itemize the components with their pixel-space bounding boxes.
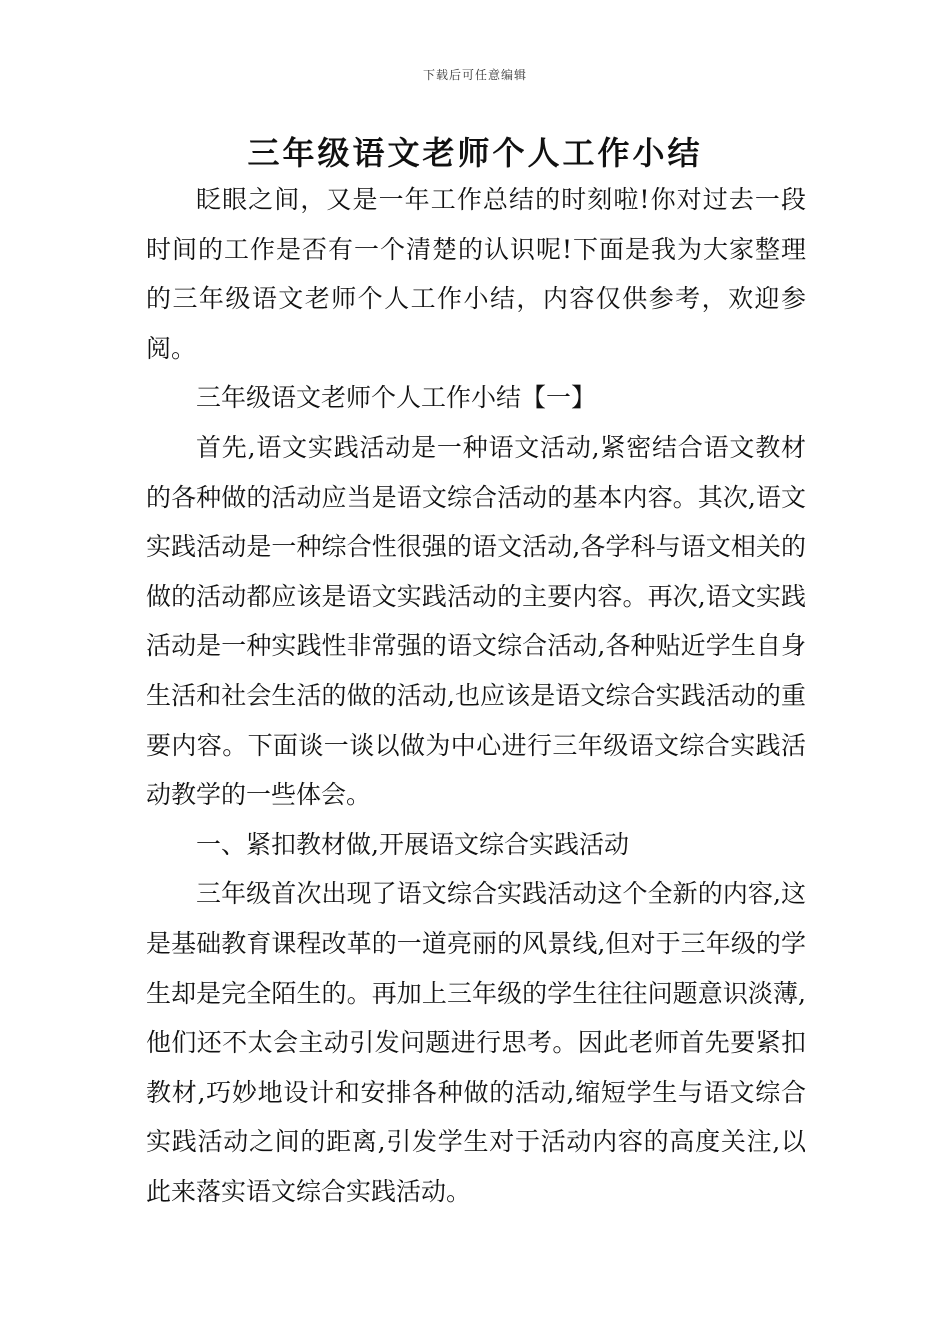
document-body: [146, 175, 806, 1216]
document-title: 三年级语文老师个人工作小结: [247, 134, 703, 172]
header-note: 下载后可任意编辑: [422, 68, 527, 82]
body-paragraph: 首先,语文实践活动是一种语文活动,紧密结合语文教材的各种做的活动应当是语文综合活动的基本内容。其次,语文实践活动是一种综合性很强的语文活动,各学科与语文相关的做的活动都应该是语文实践活动的主要内容。再次,语文实践活动是一种实践性非常强的语文综合活动,各种贴近学生自身生活和社会生活的做的活动,也应该是语文综合实践活动的重要内容。下面谈一谈以做为中心进行三年级语文综合实践活动教学的一些体会。: [146, 432, 806, 810]
subsection-heading: 一、紧扣教材做,开展语文综合实践活动: [196, 829, 629, 859]
body-paragraph: 三年级首次出现了语文综合实践活动这个全新的内容,这是基础教育课程改革的一道亮丽的风景线,但对于三年级的学生却是完全陌生的。再加上三年级的学生往往问题意识淡薄,他们还不太会主动引发问题进行思考。因此老师首先要紧扣教材,巧妙地设计和安排各种做的活动,缩短学生与语文综合实践活动之间的距离,引发学生对于活动内容的高度关注,以此来落实语文综合实践活动。: [146, 879, 806, 1206]
intro-paragraph: 眨眼之间，又是一年工作总结的时刻啦!你对过去一段时间的工作是否有一个清楚的认识呢!下面是我为大家整理的三年级语文老师个人工作小结，内容仅供参考，欢迎参阅。: [146, 185, 806, 363]
section-heading: 三年级语文老师个人工作小结【一】: [196, 383, 597, 413]
